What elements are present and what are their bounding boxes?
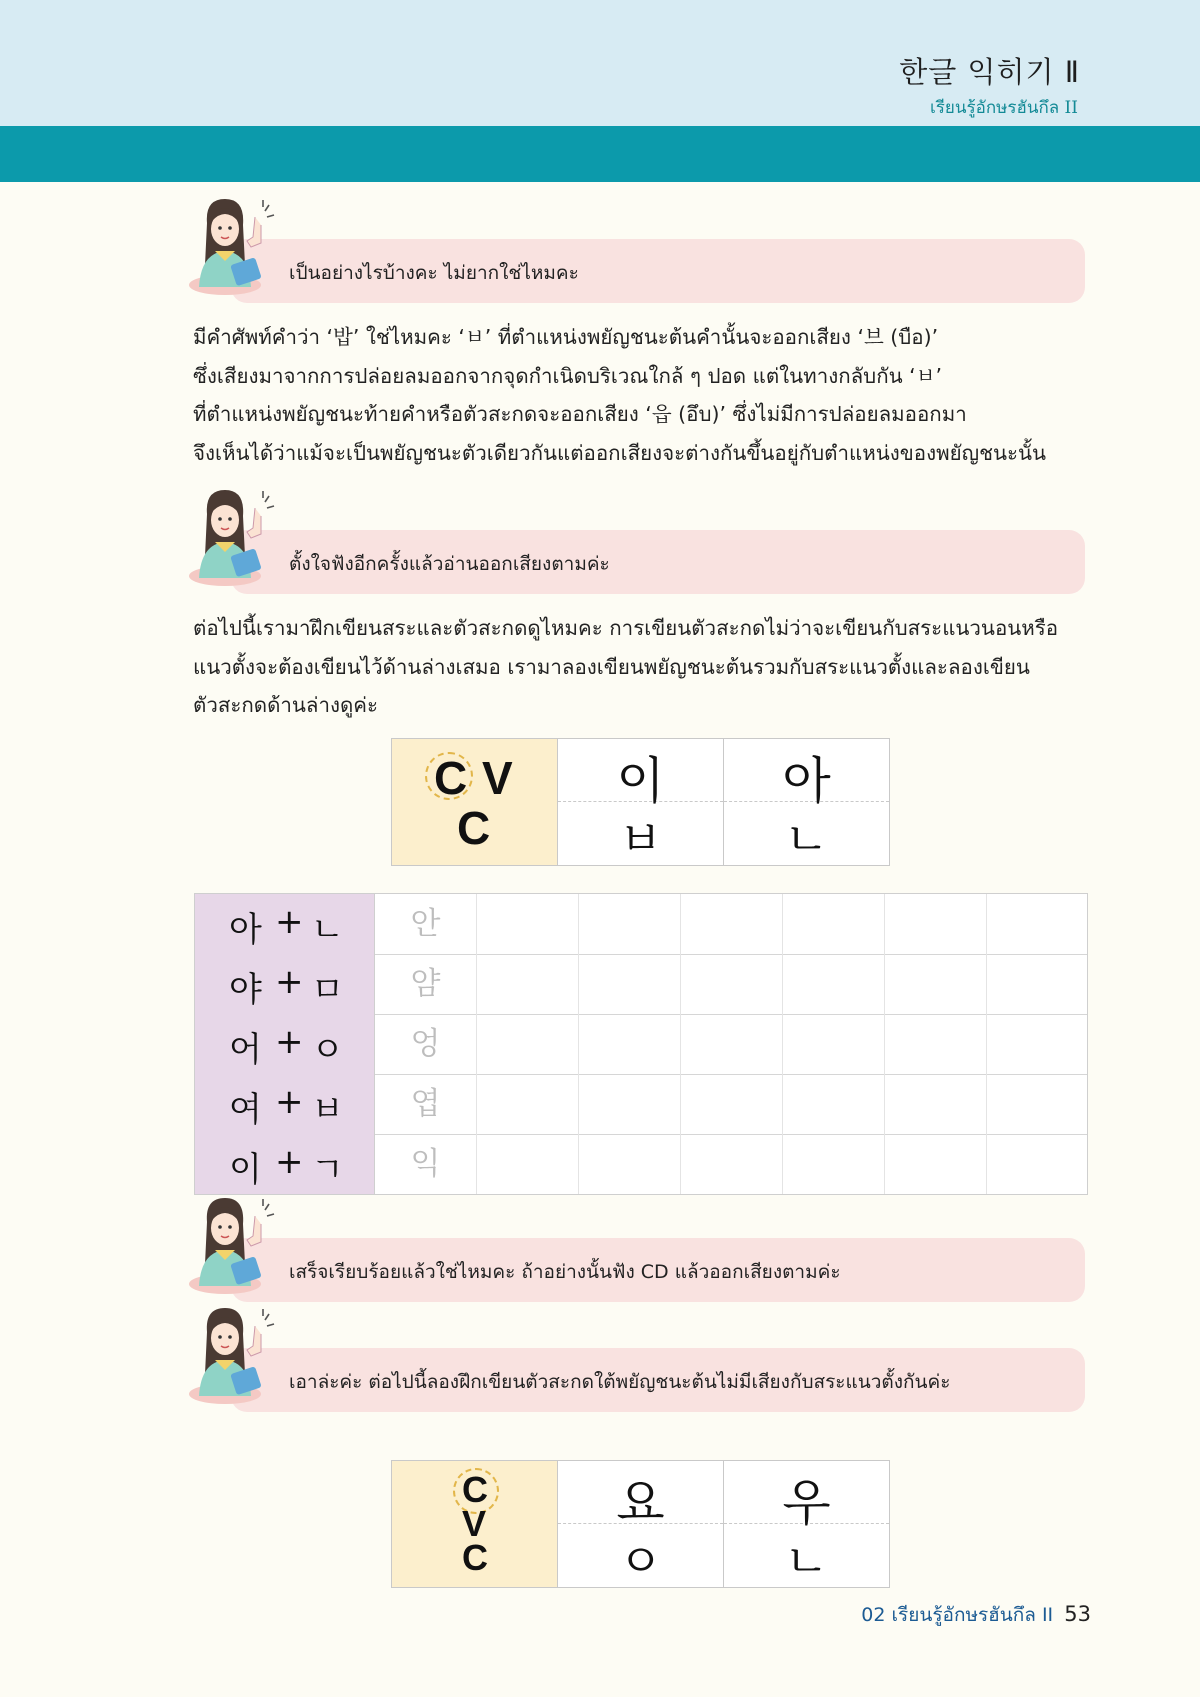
writing-cell[interactable] (477, 1014, 579, 1074)
trace-hint-cell: 익 (375, 1134, 477, 1194)
plus-sign: + (275, 1082, 304, 1122)
writing-cell[interactable] (477, 1134, 579, 1194)
writing-cell[interactable] (579, 954, 681, 1014)
plus-sign: + (275, 1142, 304, 1182)
trace-hint-cell: 안 (375, 894, 477, 954)
vowel-syllable: 야 (229, 970, 262, 1010)
practice-row (195, 894, 1087, 954)
writing-cell[interactable] (783, 954, 885, 1014)
page-header (0, 0, 1200, 126)
final-consonant: ㅂ (311, 1090, 344, 1130)
writing-cell[interactable] (987, 894, 1088, 954)
paragraph-line: จึงเห็นได้ว่าแม้จะเป็นพยัญชนะตัวเดียวกันแต่ออกเสียงจะต่างกันขึ้นอยู่กับตำแหน่งของพยัญชนะนั้น (193, 440, 1047, 465)
writing-cell[interactable] (783, 1014, 885, 1074)
writing-practice-grid (194, 893, 1088, 1195)
speech-text: เป็นอย่างไรบ้างคะ ไม่ยากใช่ไหมคะ (289, 262, 579, 284)
plus-sign: + (275, 902, 304, 942)
chapter-subtitle: เรียนรู้อักษรฮันกึล II (929, 98, 1078, 118)
speech-bubble-2 (185, 530, 1085, 594)
final-consonant: ㄴ (311, 910, 344, 950)
final-consonant: ㅇ (311, 1030, 344, 1070)
writing-cell[interactable] (885, 1074, 987, 1134)
writing-cell[interactable] (681, 894, 783, 954)
practice-row (195, 1134, 1087, 1194)
final-consonant: ㄱ (311, 1150, 344, 1190)
writing-cell[interactable] (783, 1074, 885, 1134)
trace-hint-cell: 엽 (375, 1074, 477, 1134)
syllable-structure-table-1 (391, 738, 890, 866)
writing-cell[interactable] (477, 1074, 579, 1134)
paragraph-line: ตัวสะกดด้านล่างดูค่ะ (193, 693, 379, 717)
writing-cell[interactable] (783, 1134, 885, 1194)
writing-cell[interactable] (579, 894, 681, 954)
writing-cell[interactable] (885, 1014, 987, 1074)
teacher-avatar-icon (185, 1194, 277, 1294)
example-syllable: 아 (782, 752, 831, 810)
syllable-structure-table-2 (391, 1460, 890, 1588)
writing-cell[interactable] (987, 954, 1088, 1014)
pattern-letter-v: V (462, 1503, 487, 1544)
speech-text: เสร็จเรียบร้อยแล้วใช่ไหมคะ ถ้าอย่างนั้นฟัง CD แล้วออกเสียงตามค่ะ (289, 1261, 841, 1283)
example-final: ㄴ (784, 812, 829, 866)
example-final: ㅇ (618, 1534, 663, 1588)
teacher-avatar-icon (185, 195, 277, 295)
writing-cell[interactable] (477, 954, 579, 1014)
pattern-cell (392, 1461, 558, 1587)
speech-text: ตั้งใจฟังอีกครั้งแล้วอ่านออกเสียงตามค่ะ (289, 553, 610, 575)
practice-row (195, 1074, 1087, 1134)
practice-label (195, 894, 375, 954)
example-cell (558, 1461, 724, 1587)
pattern-letter-final-c: C (462, 1537, 488, 1578)
page-number: 53 (1064, 1602, 1091, 1626)
practice-label (195, 1014, 375, 1074)
plus-sign: + (275, 1022, 304, 1062)
writing-cell[interactable] (579, 1014, 681, 1074)
vowel-syllable: 아 (229, 910, 262, 950)
pattern-cell (392, 739, 558, 865)
pattern-letter-final-c: C (457, 802, 491, 854)
paragraph-line: ซึ่งเสียงมาจากการปล่อยลมออกจากจุดกำเนิดบริเวณใกล้ ๆ ปอด แต่ในทางกลับกัน ‘ㅂ’ (193, 363, 942, 388)
writing-cell[interactable] (885, 954, 987, 1014)
paragraph-2 (193, 609, 1093, 725)
paragraph-line: ที่ตำแหน่งพยัญชนะท้ายคำหรือตัวสะกดจะออกเสียง ‘읍 (อึบ)’ ซึ่งไม่มีการปล่อยลมออกมา (193, 402, 967, 426)
practice-label (195, 1134, 375, 1194)
writing-cell[interactable] (579, 1134, 681, 1194)
trace-hint-cell: 얌 (375, 954, 477, 1014)
speech-bubble-4 (185, 1348, 1085, 1412)
final-consonant: ㅁ (311, 970, 344, 1010)
writing-cell[interactable] (681, 1134, 783, 1194)
practice-label (195, 1074, 375, 1134)
writing-cell[interactable] (783, 894, 885, 954)
writing-cell[interactable] (681, 1014, 783, 1074)
header-band (0, 126, 1200, 182)
example-syllable: 이 (616, 752, 665, 810)
writing-cell[interactable] (885, 1134, 987, 1194)
example-cell (724, 739, 889, 865)
plus-sign: + (275, 962, 304, 1002)
teacher-avatar-icon (185, 1304, 277, 1404)
example-syllable: 우 (782, 1474, 831, 1532)
vowel-syllable: 이 (229, 1150, 262, 1190)
writing-cell[interactable] (885, 894, 987, 954)
vowel-syllable: 여 (229, 1090, 262, 1130)
paragraph-line: ต่อไปนี้เรามาฝึกเขียนสระและตัวสะกดดูไหมคะ การเขียนตัวสะกดไม่ว่าจะเขียนกับสระแนวนอนหรือ (193, 616, 1059, 640)
chapter-title: 한글 익히기 Ⅱ (899, 55, 1080, 89)
example-cell (558, 739, 724, 865)
pattern-letter-c: C (462, 1469, 488, 1510)
example-cell (724, 1461, 889, 1587)
teacher-avatar-icon (185, 486, 277, 586)
paragraph-1 (193, 318, 1093, 472)
speech-text: เอาล่ะค่ะ ต่อไปนี้ลองฝึกเขียนตัวสะกดใต้พยัญชนะต้นไม่มีเสียงกับสระแนวตั้งกันค่ะ (289, 1371, 951, 1393)
practice-row (195, 1014, 1087, 1074)
example-final: ㅂ (618, 812, 663, 866)
writing-cell[interactable] (477, 894, 579, 954)
example-final: ㄴ (784, 1534, 829, 1588)
speech-bubble-3 (185, 1238, 1085, 1302)
writing-cell[interactable] (681, 1074, 783, 1134)
practice-row (195, 954, 1087, 1014)
paragraph-line: แนวตั้งจะต้องเขียนไว้ด้านล่างเสมอ เรามาลองเขียนพยัญชนะต้นรวมกับสระแนวตั้งและลองเขียน (193, 654, 1030, 679)
writing-cell[interactable] (987, 1134, 1088, 1194)
writing-cell[interactable] (579, 1074, 681, 1134)
vowel-syllable: 어 (229, 1030, 262, 1070)
writing-cell[interactable] (987, 1014, 1088, 1074)
page-footer (861, 1600, 1091, 1630)
writing-cell[interactable] (987, 1074, 1088, 1134)
speech-bubble-1 (185, 239, 1085, 303)
trace-hint-cell: 엉 (375, 1014, 477, 1074)
footer-section: 02 เรียนรู้อักษรฮันกึล II (861, 1604, 1054, 1626)
pattern-letter-c: C (434, 752, 468, 804)
practice-label (195, 954, 375, 1014)
example-syllable: 요 (616, 1474, 665, 1532)
pattern-letter-v: V (482, 752, 513, 804)
writing-cell[interactable] (681, 954, 783, 1014)
paragraph-line: มีคำศัพท์คำว่า ‘밥’ ใช่ไหมคะ ‘ㅂ’ ที่ตำแหน่งพยัญชนะต้นคำนั้นจะออกเสียง ‘브 (บือ)’ (193, 325, 939, 349)
